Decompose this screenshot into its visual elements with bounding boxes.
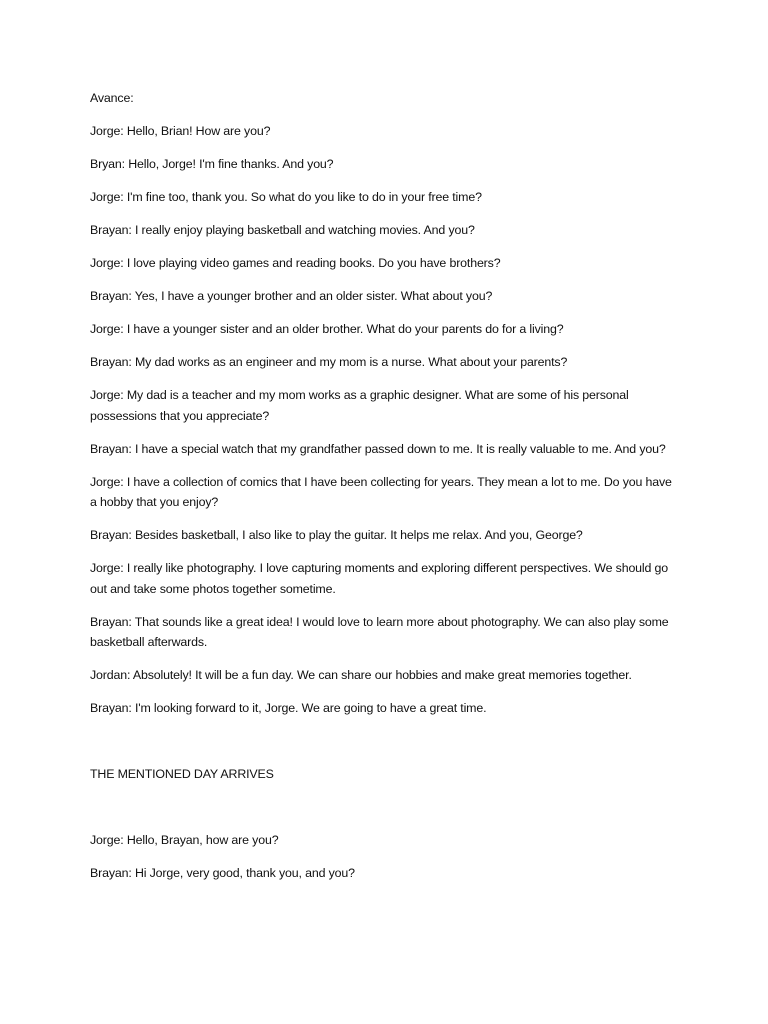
dialogue-line: Jorge: I have a younger sister and an older brother. What do your parents do for a living? bbox=[90, 322, 564, 336]
dialogue-line: Brayan: Besides basketball, I also like to play the guitar. It helps me relax. And you, George? bbox=[90, 528, 583, 542]
section-heading: THE MENTIONED DAY ARRIVES bbox=[90, 767, 274, 781]
dialogue-line: Jorge: My dad is a teacher and my mom works as a graphic designer. What are some of his personal possessions that you appreciate? bbox=[90, 388, 629, 423]
dialogue-line: Jordan: Absolutely! It will be a fun day. We can share our hobbies and make great memories together. bbox=[90, 668, 632, 682]
dialogue-line: Jorge: I love playing video games and reading books. Do you have brothers? bbox=[90, 256, 501, 270]
dialogue-line: Jorge: Hello, Brayan, how are you? bbox=[90, 833, 279, 847]
dialogue-line: Brayan: My dad works as an engineer and my mom is a nurse. What about your parents? bbox=[90, 355, 568, 369]
dialogue-line: Brayan: I really enjoy playing basketball and watching movies. And you? bbox=[90, 223, 475, 237]
dialogue-line: Brayan: Hi Jorge, very good, thank you, and you? bbox=[90, 866, 355, 880]
document-body bbox=[90, 88, 680, 884]
dialogue-line: Brayan: That sounds like a great idea! I would love to learn more about photography. We can also play some basketball afterwards. bbox=[90, 614, 669, 649]
dialogue-line: Brayan: I have a special watch that my grandfather passed down to me. It is really valuable to me. And you? bbox=[90, 441, 666, 456]
dialogue-line: Brayan: I'm looking forward to it, Jorge. We are going to have a great time. bbox=[90, 701, 487, 715]
dialogue-line: Brayan: Yes, I have a younger brother and an older sister. What about you? bbox=[90, 289, 493, 303]
dialogue-line: Bryan: Hello, Jorge! I'm fine thanks. And you? bbox=[90, 157, 334, 171]
section-label: Avance: bbox=[90, 91, 134, 105]
dialogue-line: Jorge: I'm fine too, thank you. So what do you like to do in your free time? bbox=[90, 190, 482, 204]
dialogue-line: Jorge: Hello, Brian! How are you? bbox=[90, 124, 271, 138]
dialogue-line: Jorge: I have a collection of comics that I have been collecting for years. They mean a lot to me. Do you have a hobby that you enjoy? bbox=[90, 474, 672, 509]
dialogue-line: Jorge: I really like photography. I love capturing moments and exploring different perspectives. We should go out and take some photos together sometime. bbox=[90, 561, 669, 596]
